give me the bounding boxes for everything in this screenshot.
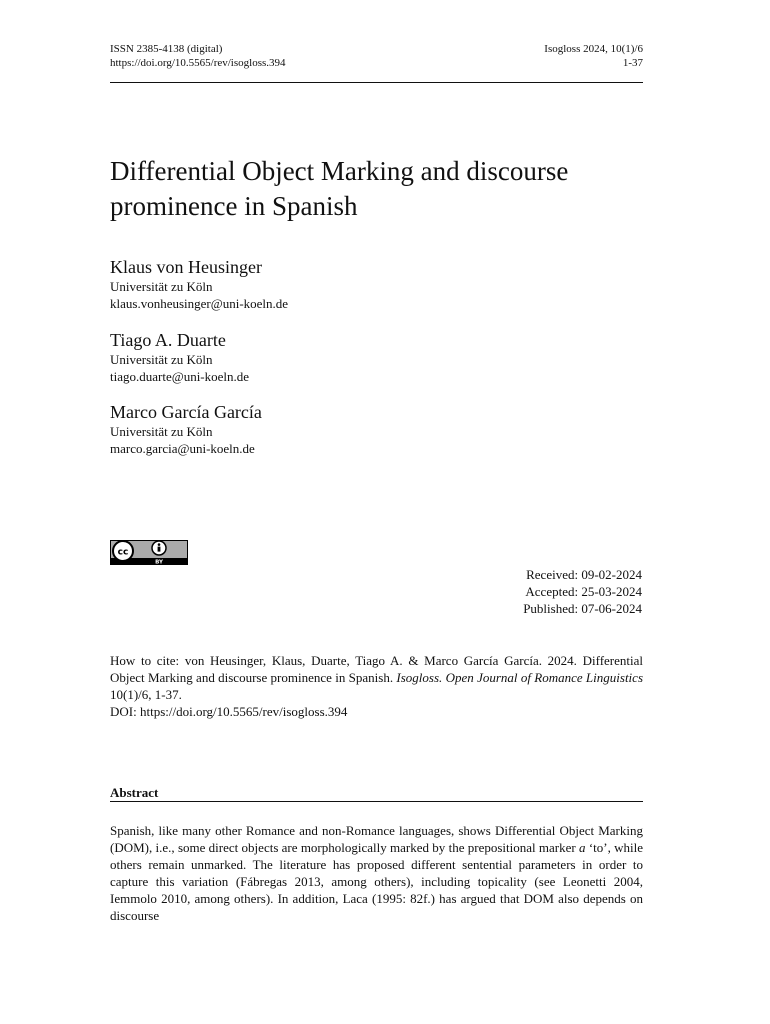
author-email[interactable]: klaus.vonheusinger@uni-koeln.de (110, 296, 289, 311)
citation (110, 652, 643, 720)
abstract-body (110, 822, 643, 924)
citation-journal: Isogloss. Open Journal of Romance Linguistics (396, 670, 644, 685)
header-divider (110, 82, 643, 83)
abstract-divider (110, 801, 643, 802)
author-block (110, 329, 610, 385)
author-name: Tiago A. Duarte (110, 330, 226, 350)
header-right (544, 42, 643, 70)
cc-by-icon[interactable] (110, 540, 188, 565)
page-range: 1-37 (622, 57, 643, 69)
citation-text: How to cite: von Heusinger, Klaus, Duarte, Tiago A. & Marco García García. 2024. Differential Object Marking and discourse prominence in Spanish. (110, 653, 643, 685)
author-name: Klaus von Heusinger (110, 257, 262, 277)
header-left (110, 42, 286, 70)
issn: ISSN 2385-4138 (digital) (110, 43, 223, 55)
title-line-1: Differential Object Marking and discourse (110, 156, 569, 186)
received-date: Received: 09-02-2024 (526, 567, 642, 582)
author-block (110, 256, 610, 312)
author-email[interactable]: tiago.duarte@uni-koeln.de (110, 369, 250, 384)
accepted-date: Accepted: 25-03-2024 (525, 584, 642, 599)
publication-dates (430, 566, 642, 617)
author-block (110, 401, 610, 457)
title-line-2: prominence in Spanish (110, 191, 358, 221)
journal-ref: Isogloss 2024, 10(1)/6 (544, 43, 643, 55)
header-doi[interactable]: https://doi.org/10.5565/rev/isogloss.394 (110, 57, 286, 69)
published-date: Published: 07-06-2024 (523, 601, 642, 616)
abstract-text-cont: ‘to’, while others remain unmarked. The literature has proposed different sentential parameters in order to capture this variation (Fábregas 2013, among others), including topicality (see Leonetti 2004, Iemmolo 2010, among others). In addition, Laca (1995: 82f.) has argued that DOM also depends on discourse (110, 840, 644, 923)
abstract-paragraph (110, 822, 643, 924)
author-email[interactable]: marco.garcia@uni-koeln.de (110, 441, 255, 456)
dom-marker: a (579, 840, 586, 855)
svg-text:cc: cc (117, 547, 129, 558)
author-affiliation: Universität zu Köln (110, 279, 213, 294)
author-name: Marco García García (110, 402, 262, 422)
author-affiliation: Universität zu Köln (110, 424, 213, 439)
citation-doi[interactable]: DOI: https://doi.org/10.5565/rev/isogloss.394 (110, 704, 348, 719)
license-label: BY (155, 559, 163, 565)
citation-volume: 10(1)/6, 1-37. (110, 687, 182, 702)
author-affiliation: Universität zu Köln (110, 352, 213, 367)
paper-title (110, 154, 650, 224)
abstract-heading: Abstract (110, 785, 159, 800)
abstract-text: Spanish, like many other Romance and non-Romance languages, shows Differential Object Marking (DOM), i.e., some direct objects are morphologically marked by the prepositional marker (110, 823, 643, 855)
